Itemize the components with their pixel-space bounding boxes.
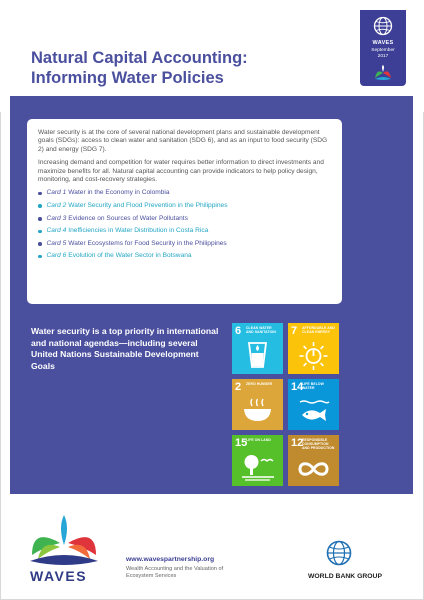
card-list <box>38 189 330 260</box>
badge-date <box>360 48 406 60</box>
website-link[interactable]: www.wavespartnership.org <box>126 556 215 563</box>
sun-power-icon <box>288 323 339 374</box>
title-line-1: Natural Capital Accounting: <box>31 49 248 67</box>
card-title: Water Security and Flood Prevention in the Philippines <box>68 202 228 210</box>
title-line-2: Informing Water Policies <box>31 69 224 87</box>
badge-date-month: September <box>371 48 395 53</box>
sdg-number: 14 <box>291 381 304 393</box>
card-number: Card 4 <box>46 227 67 235</box>
sdg-15-tile <box>232 435 283 486</box>
footer-waves-wordmark: WAVES <box>30 568 88 584</box>
card-list-item-3[interactable] <box>38 215 330 223</box>
page-title <box>31 48 331 88</box>
bowl-icon <box>232 379 283 430</box>
bullet-icon <box>38 204 42 208</box>
badge-date-year: 2017 <box>377 54 389 59</box>
fish-icon <box>288 379 339 430</box>
bullet-icon <box>38 217 42 221</box>
sdg-label: CLEAN WATER AND SANITATION <box>246 326 276 334</box>
badge-waves-label: WAVES <box>372 40 394 46</box>
water-drop-glass-icon <box>232 323 283 374</box>
sdg-label: ZERO HUNGER <box>246 382 273 386</box>
bullet-icon <box>38 230 42 234</box>
tree-bird-icon <box>232 435 283 486</box>
footer-subtitle: Wealth Accounting and the Valuation of Ecosystem Services <box>126 566 224 579</box>
intro-card <box>27 119 342 304</box>
sdg-12-tile <box>288 435 339 486</box>
card-number: Card 5 <box>46 239 67 247</box>
card-list-item-5[interactable] <box>38 240 330 248</box>
sdg-label: LIFE BELOW WATER <box>302 382 324 390</box>
card-title: Inefficiencies in Water Distribution in Costa Rica <box>68 227 209 235</box>
card-number: Card 1 <box>46 189 67 197</box>
sdg-6-tile <box>232 323 283 374</box>
sdg-label: LIFE ON LAND <box>246 438 271 442</box>
sdg-label: RESPONSIBLE CONSUMPTION AND PRODUCTION <box>302 438 335 450</box>
sdg-2-tile <box>232 379 283 430</box>
card-list-item-2[interactable] <box>38 202 330 210</box>
card-list-item-4[interactable] <box>38 227 330 235</box>
bullet-icon <box>38 242 42 246</box>
sdg-number: 12 <box>291 437 304 449</box>
card-number: Card 6 <box>46 252 67 260</box>
card-title: Water Ecosystems for Food Security in the Philippines <box>68 239 227 247</box>
card-number: Card 2 <box>46 202 67 210</box>
infinity-icon <box>288 435 339 486</box>
card-list-item-1[interactable] <box>38 189 330 197</box>
sdg-number: 15 <box>235 437 248 449</box>
card-title: Water in the Economy in Colombia <box>68 189 170 197</box>
sdg-number: 6 <box>235 325 242 337</box>
intro-paragraph-2: Increasing demand and competition for water requires better information to direct investments and maximize benefits for all. Natural capital accounting can provide indicators to help policy design, monitoring, and cost-recovery strategies. <box>38 159 324 184</box>
bullet-icon <box>38 255 42 259</box>
sdg-number: 7 <box>291 325 298 337</box>
tagline: Water security is a top priority in international and national agendas—including several United Nations Sustainable Development Goals <box>31 326 219 371</box>
waves-leaf-icon <box>373 64 393 82</box>
card-title: Evolution of the Water Sector in Botswana <box>68 252 192 260</box>
sdg-7-tile <box>288 323 339 374</box>
card-title: Evidence on Sources of Water Pollutants <box>68 214 188 222</box>
sdg-number: 2 <box>235 381 242 393</box>
card-list-item-6[interactable] <box>38 252 330 260</box>
card-number: Card 3 <box>46 214 67 222</box>
sdg-14-tile <box>288 379 339 430</box>
intro-paragraph-1: Water security is at the core of several national development plans and sustainable development goals (SDGs): access to clean water and sanitation (SDG 6), and as an input to food security (SDG 2) and energy (SDG 7). <box>38 129 328 153</box>
sdg-label: AFFORDABLE AND CLEAN ENERGY <box>302 326 335 334</box>
world-bank-group-wordmark: WORLD BANK GROUP <box>307 573 382 580</box>
waves-badge <box>360 10 406 86</box>
world-bank-globe-icon <box>373 16 393 36</box>
bullet-icon <box>38 192 42 196</box>
world-bank-globe-logo-icon <box>326 540 352 566</box>
